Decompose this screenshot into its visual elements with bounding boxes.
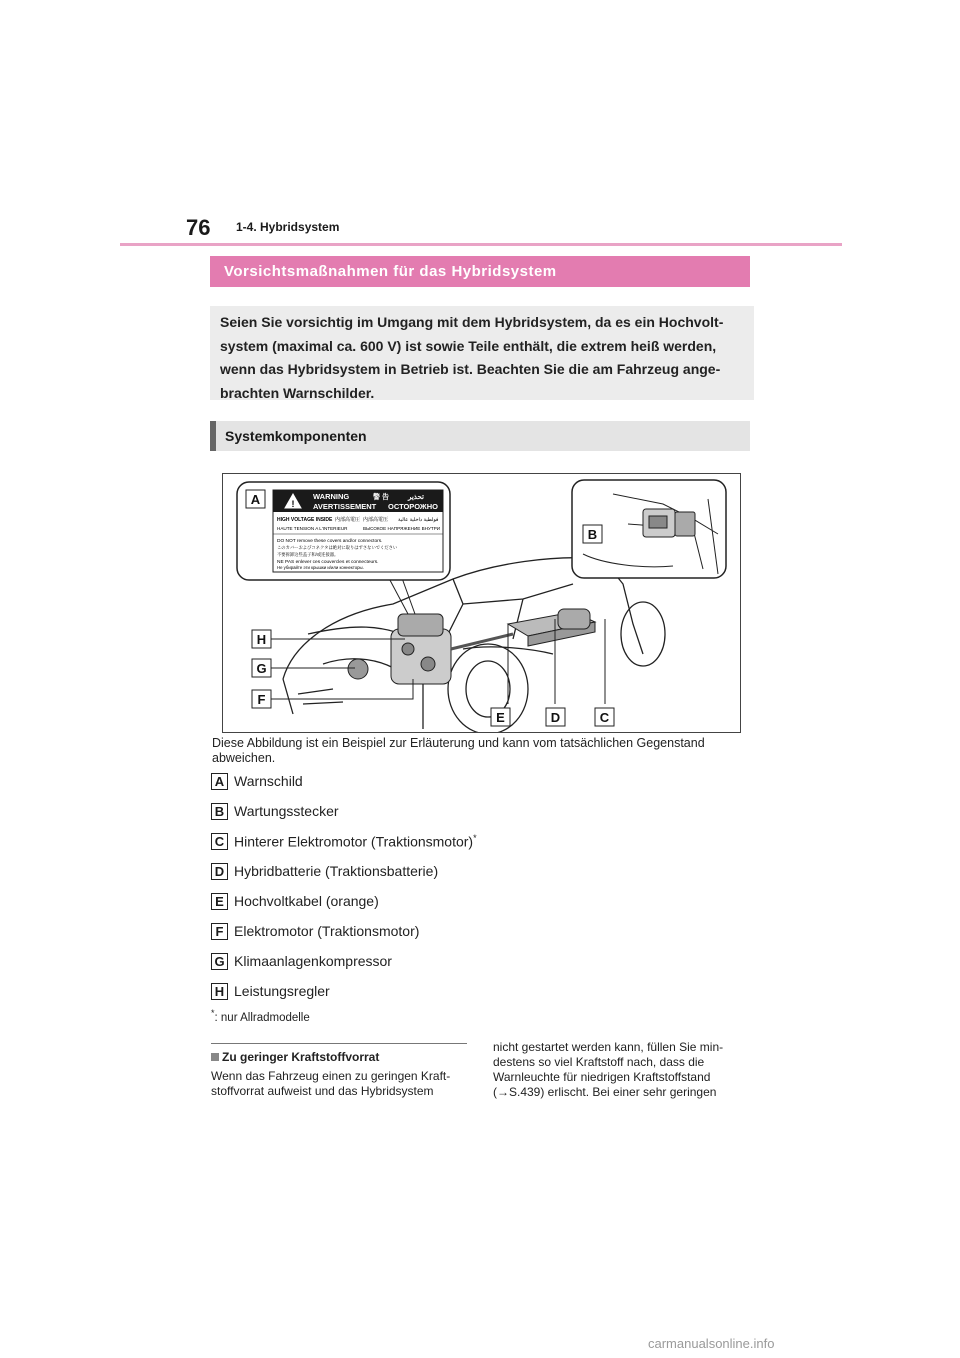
label-warning-ar: تحذير [408,494,424,501]
legend-item [211,921,419,941]
label-ne: NE PAS enlever ces couvercles et connecteurs. [277,560,379,565]
label-ru3: Не убирайте эти крышки и/или коннекторы. [277,565,364,570]
note-divider [211,1043,467,1044]
svg-text:H: H [256,632,267,647]
label-dont: DO NOT remove these covers and/or connectors. [277,539,383,544]
legend-letter: G [211,953,228,970]
chapter-title: 1-4. Hybridsystem [236,220,340,234]
label-avertissement: AVERTISSEMENT [313,502,377,511]
label-hv-jp2: 内部高電压 [363,517,389,523]
legend-item [211,981,330,1001]
section-title: Vorsichtsmaßnahmen für das Hybridsystem [210,256,750,287]
warning-label-inset [237,482,450,580]
legend-letter: C [211,833,228,850]
intro-text: Seien Sie vorsichtig im Umgang mit dem Hybridsystem, da es ein Hochvolt-system (maximal ca. 600 V) ist sowie Teile enthält, die extrem heiß werden, wenn das Hybridsystem in Betrieb ist. Beachten Sie die am Fahrzeug ange-brachten Warnschilder. [210,306,754,400]
legend-item [211,891,379,911]
svg-text:C: C [599,710,610,725]
label-haute: HAUTE TENSION A L'INTERIEUR [277,526,348,531]
square-bullet-icon [211,1053,219,1061]
legend-text: Hinterer Elektromotor (Traktionsmotor) [234,833,474,850]
callout-h [252,630,271,648]
page-number: 76 [186,215,211,240]
legend-text: Hybridbatterie (Traktionsbatterie) [234,863,439,879]
svg-text:F: F [257,692,266,707]
svg-text:D: D [550,710,561,725]
legend-item [211,951,392,971]
legend-item [211,771,303,791]
legend-letter: A [211,773,228,790]
legend-text: Leistungsregler [234,983,330,999]
legend-item [211,831,477,851]
legend-item [211,801,339,821]
label-hv-ar: فولطية داخلية عالية [398,517,439,523]
legend-text: Klimaanlagenkompressor [234,953,392,969]
legend-letter: B [211,803,228,820]
label-warning-jp: 警 告 [373,494,389,501]
callout-b [583,525,602,543]
legend-letter: F [211,923,228,940]
system-components-illustration [222,473,741,733]
legend-text: Hochvoltkabel (orange) [234,893,379,909]
subheading: Systemkomponenten [210,421,750,451]
footnote-star: * [473,832,477,843]
note-heading-text: Zu geringer Kraftstoffvorrat [222,1050,380,1064]
battery-drawing [508,609,595,646]
note-text-right: nicht gestartet werden kann, füllen Sie min-destens so viel Kraftstoff nach, dass die Warnleuchte für niedrigen Kraftstoffstand (→S.439) erlischt. Bei einer sehr geringen [493,1040,724,1099]
label-warning: WARNING [313,492,350,501]
illustration-caption: Diese Abbildung ist ein Beispiel zur Erläuterung und kann vom tatsächlichen Gegenstand abweichen. [212,736,705,765]
callout-c [595,708,614,726]
callout-e [491,708,510,726]
legend-letter: E [211,893,228,910]
callout-a [246,490,265,508]
label-ru2: ВЫСОКОЕ НАПРЯЖЕНИЕ ВНУТРИ [363,526,441,531]
warning-label-icon [273,490,443,572]
header-divider [120,243,842,246]
footnote [211,1008,310,1024]
note-heading [211,1050,379,1064]
note-text-left: Wenn das Fahrzeug einen zu geringen Kraft-stoffvorrat aufweist und das Hybridsystem [211,1069,451,1098]
svg-text:G: G [256,661,267,676]
svg-text:A: A [250,492,261,507]
label-hv-jp: 内部高電圧 [335,517,361,523]
watermark: carmanualsonline.info [648,1336,775,1351]
motor-drawing [348,614,513,684]
label-ru: ОСТОРОЖНО [388,502,438,511]
legend-text: Elektromotor (Traktionsmotor) [234,923,420,939]
footnote-star: * [211,1008,215,1018]
callout-g [252,659,271,677]
label-hv: HIGH VOLTAGE INSIDE [277,517,333,523]
footnote-text: : nur Allradmodelle [214,1011,310,1024]
legend-text: Wartungsstecker [234,803,339,819]
legend-text-with-star [234,833,477,850]
svg-text:B: B [587,527,598,542]
svg-text:!: ! [291,499,295,509]
label-jp-line: このカバーおよびコネクタは絶対に取りはずさないでください [277,545,398,550]
legend-text: Warnschild [234,773,303,789]
legend-item [211,861,438,881]
service-plug-icon [643,509,695,537]
callout-f [252,690,271,708]
legend-letter: H [211,983,228,1000]
svg-text:E: E [496,710,505,725]
legend-letter: D [211,863,228,880]
label-cn-line: 不要拆卸这些盖子和/或连接器。 [277,552,339,557]
callout-d [546,708,565,726]
